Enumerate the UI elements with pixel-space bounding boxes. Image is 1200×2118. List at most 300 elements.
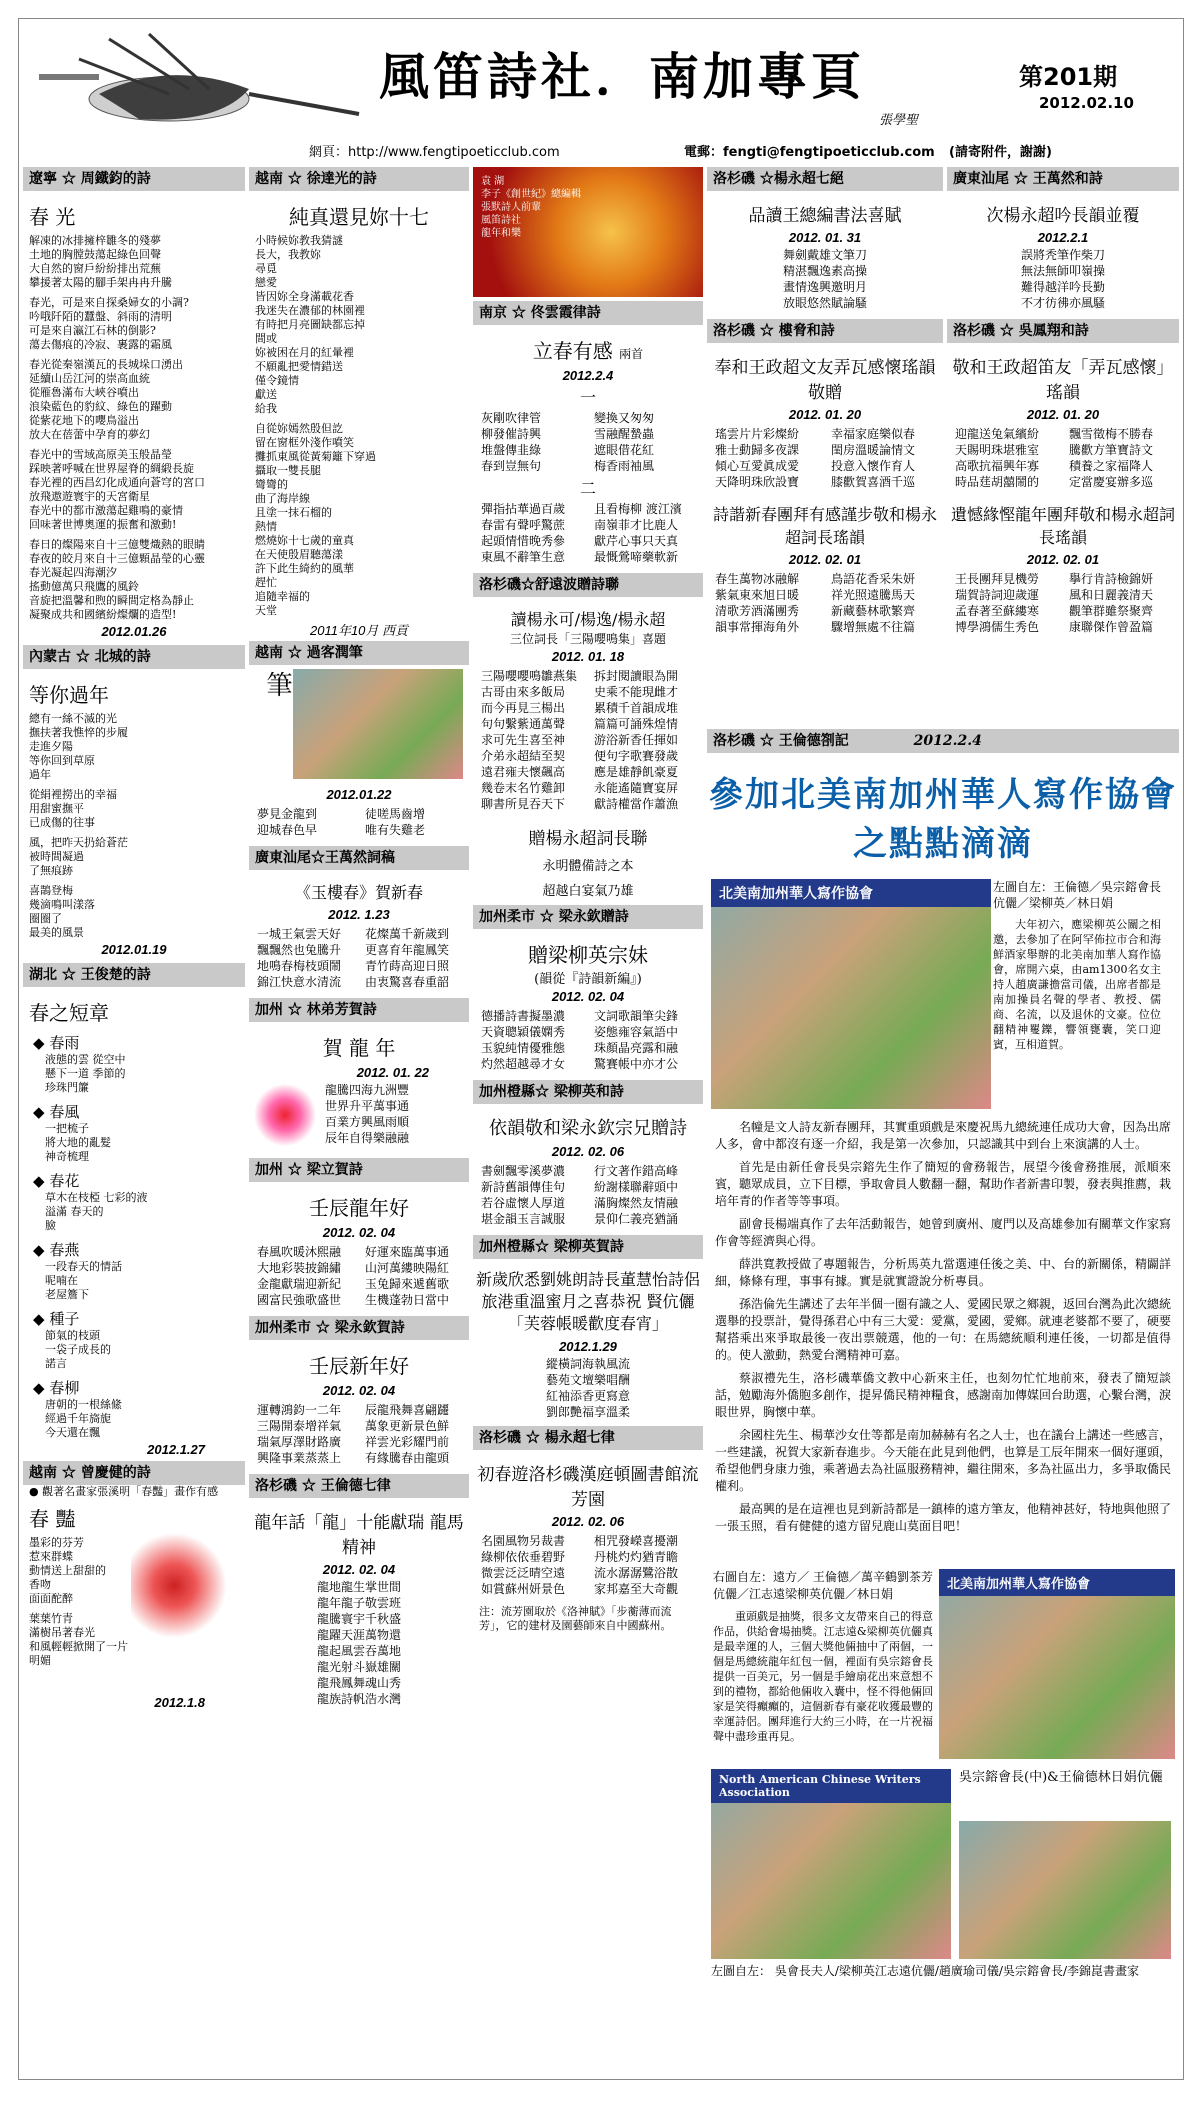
- text-line: 龍騰四海九洲豐: [325, 1083, 410, 1097]
- poem-date: 2012. 01. 18: [551, 649, 625, 664]
- text-line: 給我: [255, 402, 277, 415]
- text-line: 積養之家福降人: [1069, 459, 1154, 473]
- section-header: 越南 ☆ 徐達光的詩: [249, 167, 469, 191]
- text-line: 畫情逸興邀明月: [782, 280, 867, 294]
- text-line: 已成傷的往事: [29, 816, 95, 829]
- text-line: 錦江快意水清流: [257, 975, 342, 989]
- text-line: 高歌抗福興年寡: [955, 459, 1040, 473]
- poem-title: 初春遊洛杉磯漢庭頓圖書館流芳園: [477, 1465, 699, 1510]
- text-line: 墨彩的芬芳: [29, 1536, 84, 1549]
- poem-subtitle: ◆ 春柳: [23, 1377, 245, 1398]
- poem-date: 2012. 02. 04: [551, 989, 625, 1004]
- text-line: 被時間凝過: [29, 850, 84, 863]
- text-line: 一把梳子: [45, 1122, 89, 1135]
- website-link[interactable]: 網頁：http://www.fengtipoeticclub.com: [309, 145, 560, 160]
- poem-body: [707, 247, 943, 311]
- text-line: 觀筆群雖祭聚齊: [1069, 604, 1154, 618]
- section-header: 加州 ☆ 林弟芳賀詩: [249, 998, 469, 1022]
- text-line: 攀援著太陽的腳手架冉冉升騰: [29, 276, 172, 289]
- text-line: 春光凝起四海潮汐: [29, 566, 117, 579]
- poem-title: 壬辰新年好: [309, 1354, 409, 1378]
- text-line: 相咒發嶸喜擾潮: [594, 1534, 679, 1548]
- text-line: 景仰仁義亮猶誦: [594, 1212, 679, 1226]
- email-note: (請寄附件，謝謝): [949, 145, 1052, 160]
- text-line: 藝苑文壇樂唱酬: [545, 1373, 630, 1387]
- text-line: 便句字歌賽發歲: [594, 749, 679, 763]
- text-line: 春光中的都市激蕩起雞鳴的豪情: [29, 504, 183, 517]
- text-line: 風笛詩社: [481, 215, 521, 226]
- text-line: 堪金韻玉言誠服: [481, 1212, 566, 1226]
- text-line: 唐朝的一根絲絛: [45, 1398, 122, 1411]
- text-line: 春夜的皎月來自十三億顆晶瑩的心靈: [29, 552, 205, 565]
- group-photo-1: [711, 879, 991, 1109]
- poem-body: [473, 1531, 703, 1599]
- text-line: 國富民強歌盛世: [257, 1293, 342, 1307]
- text-line: 花燦萬千新歲到: [365, 927, 450, 941]
- poem-title: 筆: [262, 671, 292, 701]
- text-line: 博學鴻儒生秀色: [955, 620, 1040, 634]
- poem-title: 純真還見妳十七: [289, 205, 429, 229]
- text-line: 踩映著呼喊在世界屋脊的綢緞長旋: [29, 462, 194, 475]
- text-line: 若谷虛懷人厚道: [481, 1196, 566, 1210]
- text-line: 戀愛: [255, 276, 277, 289]
- text-line: 騰歡方筆寶詩文: [1069, 443, 1154, 457]
- text-line: 滿胸燦然友情融: [594, 1196, 679, 1210]
- text-line: 由衷驚喜春重韶: [365, 975, 450, 989]
- text-line: 珠顏晶亮露和融: [594, 1041, 679, 1055]
- text-line: 延續山岳江河的崇高血統: [29, 372, 150, 385]
- text-line: 雅士動歸多夜課: [715, 443, 800, 457]
- text-line: 最慨鶯啼藥軟新: [594, 550, 679, 564]
- text-line: 紛謝樣聯辭頭中: [594, 1180, 679, 1194]
- text-line: 生機蓬勃日當中: [365, 1293, 450, 1307]
- article-paragraph: 孫浩倫先生講述了去年半個一圈有識之人、愛國民眾之鄉親，返回台灣為此次總統選舉的投票計，覺得孫君心中有三大愛：愛黨，愛國，愛鄉。就連老婆都不要了，硬要幫搭乘出來爭取最後一夜出票競選，他的一句：在馬總統順利連任後，一切都是值得的。使人激動，熱愛台灣精神可嘉。: [715, 1297, 1172, 1362]
- poem-title: 遺憾緣慳龍年團拜敬和楊永超詞長瑤韻: [950, 505, 1175, 547]
- article-photo-row-3: [707, 1769, 1179, 1989]
- text-line: 張默詩人前輩: [481, 202, 541, 213]
- article-banner-title: 參加北美南加州華人寫作協會之點點滴滴: [709, 775, 1177, 864]
- group-photo-4: [959, 1821, 1171, 1959]
- text-line: 劉郎艷福享溫柔: [545, 1405, 630, 1419]
- poem-title: 立春有感 兩首: [532, 339, 644, 363]
- text-line: 龍飛鳳舞魂山秀: [316, 1676, 401, 1690]
- poem-subtitle: ◆ 種子: [23, 1308, 245, 1329]
- text-line: 好運來臨萬事通: [365, 1245, 450, 1259]
- poem-title: 賀 龍 年: [322, 1036, 396, 1060]
- poem-body: [947, 424, 1179, 492]
- text-line: 幾滴鳴叫漾落: [29, 898, 95, 911]
- text-line: 一袋子成長的: [45, 1343, 111, 1356]
- article-photo-row-1: [707, 879, 1179, 1119]
- poem-body: [947, 247, 1179, 311]
- text-line: 袁 湖: [481, 176, 505, 187]
- text-line: 青竹蒔高迎日照: [365, 959, 450, 973]
- masthead: [19, 19, 1183, 144]
- poem-date: 2012.01.22: [326, 787, 392, 802]
- column-2: [249, 167, 469, 2077]
- text-line: 曲了海岸線: [255, 492, 310, 505]
- text-line: 面面酡醉: [29, 1592, 73, 1605]
- text-line: 起頭情惜晚秀參: [481, 534, 566, 548]
- poem-title: 新歲欣悉劉姚朗詩長董慧怡詩侶旅港重溫蜜月之喜恭祝 賢伉儷「芙蓉帳暖歡度春宵」: [475, 1270, 700, 1333]
- section-header: 加州柔市 ☆ 梁永欽賀詩: [249, 1316, 469, 1340]
- text-line: 溢滿 春天的: [45, 1205, 104, 1218]
- text-line: 老屋簷下: [45, 1288, 89, 1301]
- poem-title: 等你過年: [29, 683, 109, 707]
- text-line: 浪染藍色的豹紋、綠色的躍動: [29, 400, 172, 413]
- text-line: 求可先生喜至神: [481, 733, 566, 747]
- poem-title: 讀楊永可/楊逸/楊永超: [510, 610, 666, 629]
- text-line: 有時把月亮圖缺都忘掉: [255, 318, 365, 331]
- text-line: 灰剛吹律管: [481, 411, 542, 425]
- text-line: 皆因妳全身滿載花香: [255, 290, 354, 303]
- poem-date: 2012.1.29: [559, 1339, 617, 1354]
- issue-date: 2012.02.10: [1039, 94, 1134, 112]
- text-line: 從紫花地下的嚶鳥溢出: [29, 414, 139, 427]
- text-line: 金龍獻瑞迎新紀: [257, 1277, 342, 1291]
- section-header: 洛杉磯 ☆楊永超七絕: [707, 167, 943, 191]
- section-header: 內蒙古 ☆ 北城的詩: [23, 645, 245, 669]
- text-line: 大地彩裝披錦繡: [257, 1261, 342, 1275]
- section-header: 洛杉磯 ☆ 樓脅和詩: [707, 319, 943, 343]
- text-line: 獻詩權當作蕭漁: [594, 797, 679, 811]
- poem-body: [249, 1579, 469, 1707]
- photo-caption: 右圖自左：遠方／ 王倫德／萬辛鶴劉茶芳伉儷／江志遠梁柳英伉儷／林日娟: [713, 1570, 933, 1601]
- text-line: 新詩舊韻傳佳句: [481, 1180, 566, 1194]
- text-line: 辰年自得樂融融: [325, 1131, 410, 1145]
- text-line: 從絹裡撈出的幸福: [29, 788, 117, 801]
- article-section: [707, 729, 1179, 2075]
- couplet-title: 贈楊永超詞長聯: [528, 829, 648, 849]
- text-line: 萬象更新景色鮮: [365, 1419, 450, 1433]
- text-line: 且看梅柳 渡江濱: [594, 502, 682, 516]
- poem-date: 2012.01.19: [101, 942, 167, 957]
- article-paragraph: 副會長楊端真作了去年活動報告，她曾到廣州、廈門以及高雄參加有關華文作家寫作會等經濟與心得。: [715, 1217, 1172, 1248]
- text-line: 了無痕跡: [29, 864, 73, 877]
- poem-title: 品讀王總編書法喜賦: [748, 206, 902, 226]
- poem-date: 2012.2.4: [562, 368, 614, 383]
- text-line: 放眼悠然賦論騷: [782, 296, 867, 310]
- text-line: 聊書所見吞天下: [481, 797, 566, 811]
- text-line: 不願亂把愛情錯送: [255, 360, 343, 373]
- text-line: 攤抓東風從黃菊籬下穿過: [255, 450, 376, 463]
- text-line: 留在窗框外淺作噴笑: [255, 436, 354, 449]
- poem-body: [249, 1242, 469, 1310]
- text-line: 攝取一雙長腿: [255, 464, 321, 477]
- text-line: 將大地的亂髮: [45, 1136, 111, 1149]
- text-line: 臉: [45, 1219, 56, 1232]
- text-line: 蕩去傷痕的冷寂、裹露的霜風: [29, 338, 172, 351]
- text-line: 更喜育年龍鳳笑: [365, 943, 450, 957]
- text-line: 孟春著至蘇縷寒: [955, 604, 1040, 618]
- text-line: 定當慶宴辦多巡: [1069, 475, 1154, 489]
- text-line: 難得越洋吟長勤: [1020, 280, 1105, 294]
- photo-caption-block: [707, 1569, 939, 1743]
- text-line: 遮眼借花紅: [594, 443, 655, 457]
- poem-date: 2012. 1.23: [328, 907, 390, 922]
- photo-caption: 吳宗鎔會長(中)&王倫德林日娟伉儷: [959, 1770, 1163, 1785]
- text-line: 放大在蓓蕾中孕育的夢幻: [29, 428, 150, 441]
- poem-parts: [23, 1032, 245, 1440]
- text-line: 德播詩書擬墨濃: [481, 1009, 566, 1023]
- text-line: 回味著世博奧運的振奮和激動!: [29, 518, 177, 531]
- article-paragraph: 首先是由新任會長吳宗鎔先生作了簡短的會務報告，展望今後會務推展，派順來賓，聽眾成員，立下目標，爭取會員人數翻一翻，幫助作者新書印製，發表與推薦，栽培年青的作者等等事項。: [715, 1160, 1172, 1208]
- text-line: 尋覓: [255, 262, 277, 275]
- text-line: 姿態雍容氣語中: [594, 1025, 679, 1039]
- poem-body: [23, 1536, 135, 1668]
- text-line: 春風吹暖沐熙融: [257, 1245, 342, 1259]
- section-header: 遼寧 ☆ 周鐵鈞的詩: [23, 167, 245, 191]
- poem-subtitle: ◆ 春燕: [23, 1239, 245, 1260]
- section-header: 洛杉磯 ☆ 吳鳳翔和詩: [947, 319, 1179, 343]
- text-line: 清歌芳酒滿團秀: [715, 604, 800, 618]
- text-line: 永能遙隨寶宴屏: [594, 781, 679, 795]
- text-line: 行文著作錯高峰: [594, 1164, 679, 1178]
- text-line: 凝聚成共和國繽紛燦爛的造型!: [29, 608, 177, 621]
- text-line: 遠君雍夫懷飆高: [481, 765, 566, 779]
- couplet-line: 超越白宴氣乃雄: [542, 884, 634, 899]
- photo-caption: 左圖自左：王倫德／吳宗鎔會長伉儷／梁柳英／林日娟: [993, 880, 1162, 910]
- poem-body: [319, 1082, 415, 1146]
- text-line: 彈指拈華過百歲: [481, 502, 566, 516]
- poem-body: [249, 804, 469, 840]
- text-line: 香吻: [29, 1578, 51, 1591]
- text-line: 龍地龍生掌世間: [316, 1580, 401, 1594]
- text-line: 從雁魯滿布大峽谷噴出: [29, 386, 139, 399]
- text-line: 明媚: [29, 1654, 51, 1667]
- poem-date: 2012.01.26: [101, 624, 167, 639]
- poem-body: [23, 234, 245, 622]
- text-line: 懸下一道 季節的: [45, 1067, 126, 1080]
- text-line: 南嶺菲才比鹿人: [594, 518, 679, 532]
- text-line: 驚賽帳中亦才公: [594, 1057, 679, 1071]
- text-line: 搖動億萬只飛鷹的風鈴: [29, 580, 139, 593]
- text-line: 興隆事業蒸蒸上: [257, 1451, 342, 1465]
- text-line: 山河萬縷映陽紅: [365, 1261, 450, 1275]
- text-line: 膝歡賀喜酒千巡: [831, 475, 916, 489]
- poem-date: 2012. 01. 22: [356, 1065, 429, 1080]
- poem-subtitle: ◆ 春風: [23, 1101, 245, 1122]
- text-line: 龍族詩帆浩水灣: [316, 1692, 401, 1706]
- calligrapher-signature: 張學聖: [879, 113, 919, 128]
- text-line: 徒嗟馬齒增: [365, 807, 426, 821]
- section-header: 廣東汕尾☆王萬然詞稿: [249, 846, 469, 870]
- section-header: 廣東汕尾 ☆ 王萬然和詩: [947, 167, 1179, 191]
- column-5-top: [947, 167, 1179, 727]
- group-photo-2: [939, 1569, 1175, 1759]
- text-line: 風和日麗義清天: [1069, 588, 1154, 602]
- poem-body: [23, 1191, 245, 1233]
- poem-subtitle: ◆ 春雨: [23, 1032, 245, 1053]
- text-line: 且塗一抹石榴的: [255, 506, 332, 519]
- poem-body: [23, 1122, 245, 1164]
- poem-body: [473, 408, 703, 476]
- poem-date: 2012. 02. 06: [551, 1144, 625, 1159]
- text-line: 最美的風景: [29, 926, 84, 939]
- text-line: 東風不辭筆生意: [481, 550, 566, 564]
- article-intro: [993, 879, 1161, 1067]
- text-line: 三陽開泰增祥氣: [257, 1419, 342, 1433]
- poem-note: ● 觀著名畫家張溪明「春豔」畫作有感: [29, 1485, 219, 1498]
- text-line: 間或: [255, 332, 277, 345]
- article-photo-row-2: [707, 1569, 1179, 1769]
- text-line: 吟哦阡陌的蠶盤、斜雨的清明: [29, 310, 172, 323]
- text-line: 流水潺潺鷺浴散: [594, 1566, 679, 1580]
- text-line: 過年: [29, 768, 51, 781]
- poem-body: [23, 1260, 245, 1302]
- text-line: 燃燒妳十七歲的童真: [255, 534, 354, 547]
- text-line: 許下此生綺約的風華: [255, 562, 354, 575]
- poem-date: 2012. 02. 04: [322, 1225, 396, 1240]
- text-line: 幾卷末名竹雞卸: [481, 781, 566, 795]
- text-line: 草木在枝椏 七彩的液: [45, 1191, 148, 1204]
- text-line: 呢喃在: [45, 1274, 78, 1287]
- poem-date: 2012.1.27: [147, 1442, 205, 1457]
- text-line: 迎城春色早: [257, 823, 318, 837]
- text-line: 在天使殷眉聽蕩漾: [255, 548, 343, 561]
- photo-caption: 左圖自左： 吳會長夫人/梁柳英江志遠伉儷/趙廣瑜司儀/吳宗鎔會長/李錦崑書畫家: [711, 1964, 1139, 1978]
- column-1: [23, 167, 245, 2077]
- text-line: 節氣的枝頭: [45, 1329, 100, 1342]
- article-paragraph: 蔡淑禮先生，洛杉磯華僑文教中心新來主任，也刻勿忙忙地前來，發表了簡短談話，勉勵海外僑胞多創作，提昇僑民精神糧食，感謝南加傳媒回台助選，心繫台灣，淚眼世界，胸懷中華。: [715, 1371, 1172, 1419]
- poem-body: [473, 499, 703, 567]
- text-line: 世界升平萬事通: [325, 1099, 410, 1113]
- flower-painting-image: [131, 1503, 239, 1653]
- poem-number: 二: [579, 479, 596, 498]
- section-header: 洛杉磯☆舒遠波贈詩聯: [473, 573, 703, 597]
- poem-body: [707, 424, 943, 492]
- text-line: 幸福家庭樂似春: [831, 427, 916, 441]
- text-line: 有緣騰春由龍頭: [365, 1451, 450, 1465]
- text-line: 熱情: [255, 520, 277, 533]
- text-line: 龍年龍子敬雲班: [316, 1596, 401, 1610]
- text-line: 游浴新香任揮如: [594, 733, 679, 747]
- text-line: 一段春天的情話: [45, 1260, 122, 1273]
- text-line: 書劍飄零溪夢濃: [481, 1164, 566, 1178]
- text-line: 龍起風雲吞萬地: [316, 1644, 401, 1658]
- text-line: 傾心互愛眞成愛: [715, 459, 800, 473]
- poem-title: 敬和王政超笛友「弄瓦感懷」瑤韻: [952, 358, 1174, 403]
- poem-date: 2012. 02. 01: [1026, 552, 1100, 567]
- text-line: 動情送上甜甜的: [29, 1564, 106, 1577]
- text-line: 一城王氣雲天好: [257, 927, 342, 941]
- text-line: 春日的燦陽來自十三億雙熾熱的眼睛: [29, 538, 205, 551]
- text-line: 獻送: [255, 388, 277, 401]
- section-header: 加州 ☆ 梁立賀詩: [249, 1158, 469, 1182]
- text-line: 獻芹心事只天真: [594, 534, 679, 548]
- text-line: 而今再見三楊出: [481, 701, 566, 715]
- newspaper-title: 風笛詩社．南加專頁: [379, 47, 865, 106]
- section-header: 洛杉磯 ☆ 楊永超七律: [473, 1426, 703, 1450]
- text-line: 柳發催詩興: [481, 427, 542, 441]
- text-line: 風，把昨天扔給蒼茫: [29, 836, 128, 849]
- poem-date: 2012.2.1: [1037, 230, 1089, 245]
- text-line: 我迷失在濃郁的林園裡: [255, 304, 365, 317]
- poem-body: [23, 1329, 245, 1371]
- text-line: 玉兔歸來遞舊歌: [365, 1277, 450, 1291]
- text-line: 追隨幸福的: [255, 590, 310, 603]
- text-line: 丹桃灼灼猶青瞻: [594, 1550, 679, 1564]
- poem-body: [473, 666, 703, 814]
- text-line: 飄飄然也兔騰升: [257, 943, 342, 957]
- text-line: 地鳴春梅枝頭鬧: [257, 959, 342, 973]
- text-line: 名園風物另裁書: [481, 1534, 566, 1548]
- text-line: 介弟永超結至契: [481, 749, 566, 763]
- text-line: 瑤雲片片彩燦紛: [715, 427, 800, 441]
- section-header: 加州橙縣☆ 梁柳英和詩: [473, 1080, 703, 1104]
- text-line: 春生萬物冰融解: [715, 572, 800, 586]
- text-line: 可是來自瀛江石林的倒影?: [29, 324, 156, 337]
- garden-photo-image: [293, 669, 463, 779]
- text-line: 液態的雲 從空中: [45, 1053, 126, 1066]
- text-line: 變換又匆匆: [594, 411, 655, 425]
- section-header: 越南 ☆ 過客潤筆: [249, 641, 469, 665]
- poem-title: 春 豔: [29, 1507, 76, 1531]
- poem-body: [249, 924, 469, 992]
- poem-block: [249, 665, 469, 785]
- text-line: 鳥語花香采朱妍: [831, 572, 916, 586]
- text-line: 無法無師叩嶺操: [1020, 264, 1105, 278]
- poem-title: 奉和王政超文友弄瓦感懷瑤韻敬贈: [714, 358, 936, 403]
- text-line: 閨房溫暖論情文: [831, 443, 916, 457]
- text-line: 微雲泛泛晴空遠: [481, 1566, 566, 1580]
- text-line: 惹來群蝶: [29, 1550, 73, 1563]
- poem-subtitle: (韻從『詩韻新編』): [534, 972, 642, 987]
- poem-body: [249, 234, 469, 618]
- text-line: 圈圈了: [29, 912, 62, 925]
- text-line: 史乘不能現雌才: [594, 685, 679, 699]
- text-line: 經過千年旖旎: [45, 1412, 111, 1425]
- poem-title: 贈梁柳英宗妹: [528, 943, 648, 967]
- text-line: 家邦嘉至大奇觀: [594, 1582, 679, 1596]
- text-line: 春光從秦嶺漢瓦的長城垛口湧出: [29, 358, 183, 371]
- text-line: 縱橫詞海執風流: [545, 1357, 630, 1371]
- text-line: 古哥由來多飯局: [481, 685, 566, 699]
- text-line: 小時候妳教我猜謎: [255, 234, 343, 247]
- email-link[interactable]: 電郵：fengti@fengtipoeticclub.com: [684, 145, 935, 160]
- issue-number: 第201期: [1019, 63, 1118, 91]
- text-line: 解凍的冰排擁梓雛冬的殘夢: [29, 234, 161, 247]
- poem-date: 2012. 01. 20: [788, 407, 862, 422]
- section-header: 洛杉磯 ☆ 王倫德劄記 2012.2.4: [707, 729, 1179, 753]
- column-3: [473, 167, 703, 2077]
- text-line: 應是雄靜飢豪夏: [594, 765, 679, 779]
- text-line: 玉貌純情優雅態: [481, 1041, 566, 1055]
- text-line: 撫扶著我憔悴的步履: [29, 726, 128, 739]
- text-line: 王長團拜見機勞: [955, 572, 1040, 586]
- text-line: 葉葉竹青: [29, 1612, 73, 1625]
- column-4-top: [707, 167, 943, 727]
- text-line: 精湛飄逸素高操: [782, 264, 867, 278]
- text-line: 滿樹吊著春光: [29, 1626, 95, 1639]
- text-line: 趕忙: [255, 576, 277, 589]
- text-line: 堆盤傳韭綠: [481, 443, 542, 457]
- section-header: 洛杉磯 ☆ 王倫德七律: [249, 1474, 469, 1498]
- text-line: 唯有失雞老: [365, 823, 426, 837]
- text-line: 累積千首韻成堆: [594, 701, 679, 715]
- poem-block: [249, 1082, 469, 1152]
- text-line: 喜鵲登梅: [29, 884, 73, 897]
- text-line: 神奇梳理: [45, 1150, 89, 1163]
- text-line: 雪融醒蟄蟲: [594, 427, 655, 441]
- text-line: 拆封閱讀眼為開: [594, 669, 679, 683]
- article-paragraph: 最高興的是在這裡也見到新詩都是一鎮棒的遠方筆友，他精神甚好，特地與他照了一張玉照，看有健健的遠方留兒鹿山莫面目吧！: [715, 1502, 1172, 1533]
- poem-date: 2012.1.8: [154, 1695, 205, 1710]
- text-line: 不才彷彿亦風騷: [1020, 296, 1105, 310]
- text-line: 辰龍飛舞喜翩躚: [365, 1403, 450, 1417]
- poem-date: 2012. 01. 31: [788, 230, 862, 245]
- text-line: 如賞蘇州妍景色: [481, 1582, 566, 1596]
